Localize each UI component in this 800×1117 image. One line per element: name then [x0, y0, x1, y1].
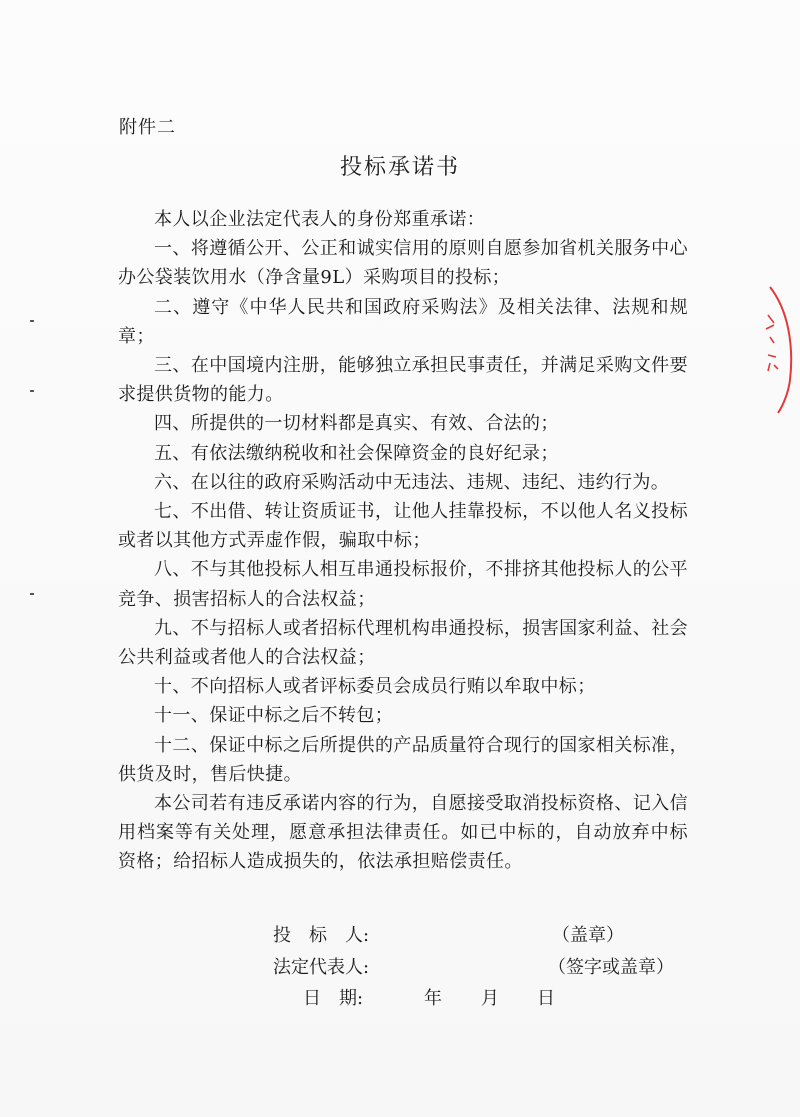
- date-label: 日 期:: [303, 988, 364, 1009]
- pledge-item-11: 十一、保证中标之后不转包；: [154, 705, 394, 727]
- date-month: 月: [481, 988, 499, 1009]
- pledge-item-3: 三、在中国境内注册，能够独立承担民事责任，并满足采购文件要求提供货物的能力。: [118, 355, 688, 406]
- pledge-item-10: 十、不向招标人或者评标委员会成员行贿以牟取中标；: [154, 676, 596, 698]
- bidder-label: 投 标 人:: [273, 925, 370, 946]
- red-seal-fragment-icon: [760, 285, 798, 415]
- pledge-item-6: 六、在以往的政府采购活动中无违法、违规、违纪、违约行为。: [154, 471, 670, 493]
- document-title: 投标承诺书: [339, 155, 460, 180]
- pledge-item-4: 四、所提供的一切材料都是真实、有效、合法的；: [154, 413, 559, 435]
- legal-rep-sign-note: （签字或盖章）: [548, 957, 674, 978]
- pledge-body: [118, 205, 688, 877]
- scan-speck: [30, 390, 34, 392]
- scan-speck: [30, 593, 34, 595]
- pledge-item-8: 八、不与其他投标人相互串通投标报价，不排挤其他投标人的公平竞争、损害招标人的合法权益；: [118, 559, 688, 610]
- legal-rep-label: 法定代表人:: [273, 957, 370, 978]
- pledge-item-12: 十二、保证中标之后所提供的产品质量符合现行的国家相关标准，供货及时，售后快捷。: [118, 734, 688, 785]
- pledge-item-7: 七、不出借、转让资质证书，让他人挂靠投标，不以他人名义投标或者以其他方式弄虚作假，骗取中标；: [118, 501, 688, 552]
- scan-speck: [30, 320, 34, 322]
- pledge-closing: 本公司若有违反承诺内容的行为，自愿接受取消投标资格、记入信用档案等有关处理，愿意承担法律责任。如已中标的，自动放弃中标资格；给招标人造成损失的，依法承担赔偿责任。: [118, 793, 688, 873]
- date-year: 年: [424, 988, 442, 1009]
- bidder-seal-note: （盖章）: [552, 925, 624, 946]
- pledge-intro: 本人以企业法定代表人的身份郑重承诺：: [154, 209, 486, 230]
- pledge-item-5: 五、有依法缴纳税收和社会保障资金的良好纪录；: [154, 442, 559, 464]
- attachment-label: 附件二: [119, 117, 176, 138]
- date-day: 日: [537, 988, 555, 1009]
- pledge-item-9: 九、不与招标人或者招标代理机构串通投标，损害国家利益、社会公共利益或者他人的合法权益；: [118, 617, 688, 669]
- pledge-item-2: 二、遵守《中华人民共和国政府采购法》及相关法律、法规和规章；: [118, 296, 688, 347]
- pledge-item-1: 一、将遵循公开、公正和诚实信用的原则自愿参加省机关服务中心办公袋装饮用水（净含量9L）采购项目的投标；: [118, 238, 688, 289]
